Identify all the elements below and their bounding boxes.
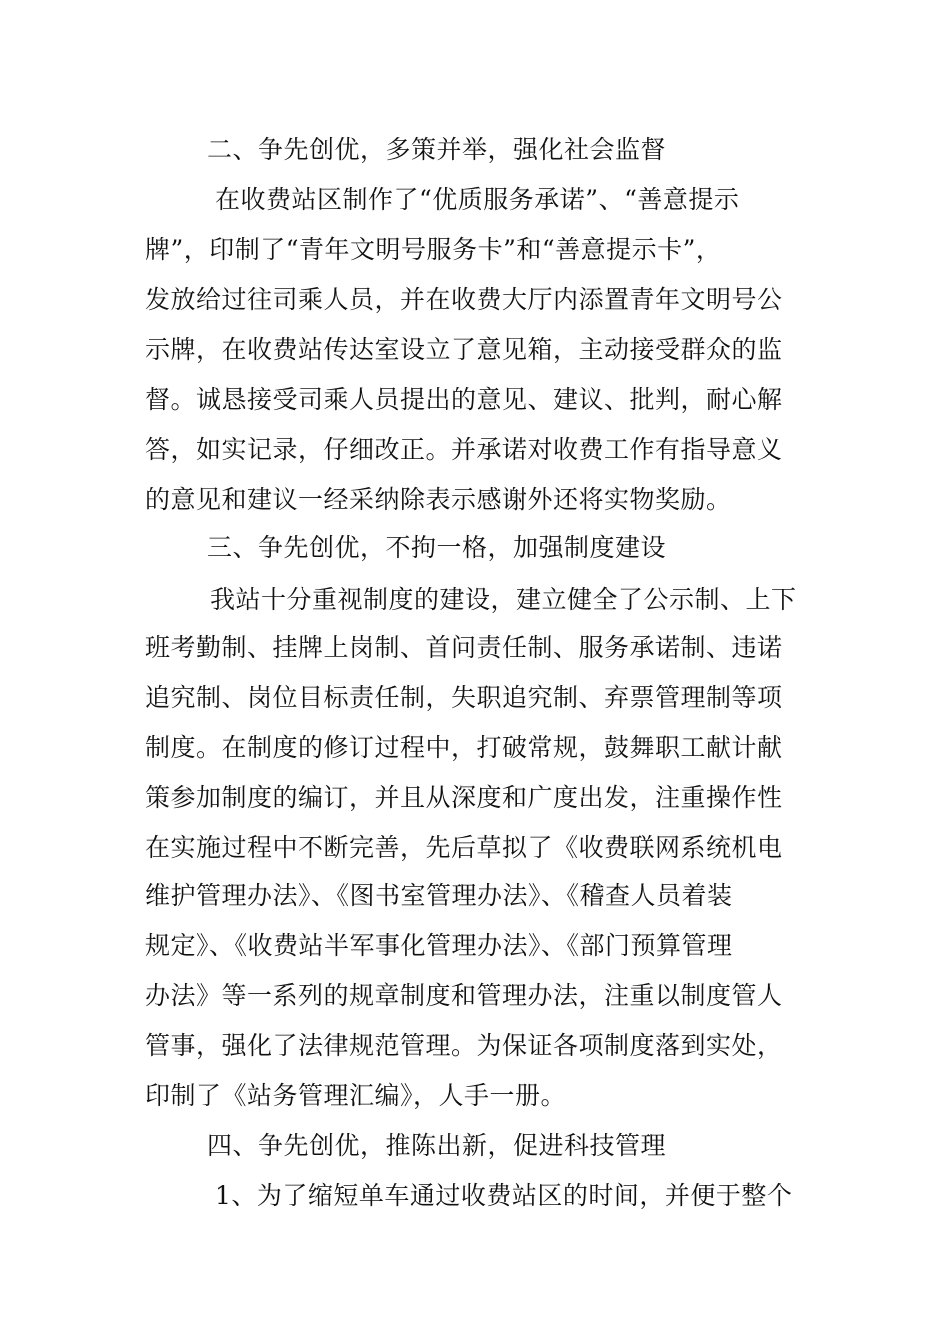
paragraph-line: 在收费站区制作了“优质服务承诺”、“善意提示 (215, 185, 740, 214)
paragraph-line: 维护管理办法》、《图书室管理办法》、《稽查人员着装 (145, 881, 733, 910)
section-heading-3: 三、争先创优，不拘一格，加强制度建设 (207, 533, 667, 562)
paragraph-line: 管事，强化了法律规范管理。为保证各项制度落到实处， (145, 1031, 783, 1060)
paragraph-line: 在实施过程中不断完善，先后草拟了《收费联网系统机电 (145, 833, 783, 862)
paragraph-line: 规定》、《收费站半军事化管理办法》、《部门预算管理 (145, 931, 733, 960)
paragraph-line: 答，如实记录，仔细改正。并承诺对收费工作有指导意义 (145, 435, 783, 464)
paragraph-line: 制度。在制度的修订过程中，打破常规，鼓舞职工献计献 (145, 733, 783, 762)
paragraph-line: 发放给过往司乘人员，并在收费大厅内添置青年文明号公 (145, 285, 783, 314)
paragraph-line: 追究制、岗位目标责任制，失职追究制、弃票管理制等项 (145, 683, 783, 712)
paragraph-line: 示牌，在收费站传达室设立了意见箱，主动接受群众的监 (145, 335, 783, 364)
section-heading-2: 二、争先创优，多策并举，强化社会监督 (207, 135, 667, 164)
paragraph-line: 我站十分重视制度的建设，建立健全了公示制、上下 (210, 585, 797, 614)
paragraph-line: 办法》等一系列的规章制度和管理办法，注重以制度管人 (145, 981, 783, 1010)
paragraph-line: 印制了《站务管理汇编》，人手一册。 (145, 1081, 567, 1110)
paragraph-line: 牌”，印制了“青年文明号服务卡”和“善意提示卡”， (145, 235, 722, 264)
paragraph-line: 班考勤制、挂牌上岗制、首问责任制、服务承诺制、违诺 (145, 633, 783, 662)
paragraph-line: 策参加制度的编订，并且从深度和广度出发，注重操作性 (145, 783, 783, 812)
paragraph-line: 的意见和建议一经采纳除表示感谢外还将实物奖励。 (145, 485, 732, 514)
paragraph-line: 督。诚恳接受司乘人员提出的意见、建议、批判，耐心解 (145, 385, 783, 414)
paragraph-line: 1、为了缩短单车通过收费站区的时间，并便于整个 (215, 1181, 793, 1210)
section-heading-4: 四、争先创优，推陈出新，促进科技管理 (207, 1131, 667, 1160)
